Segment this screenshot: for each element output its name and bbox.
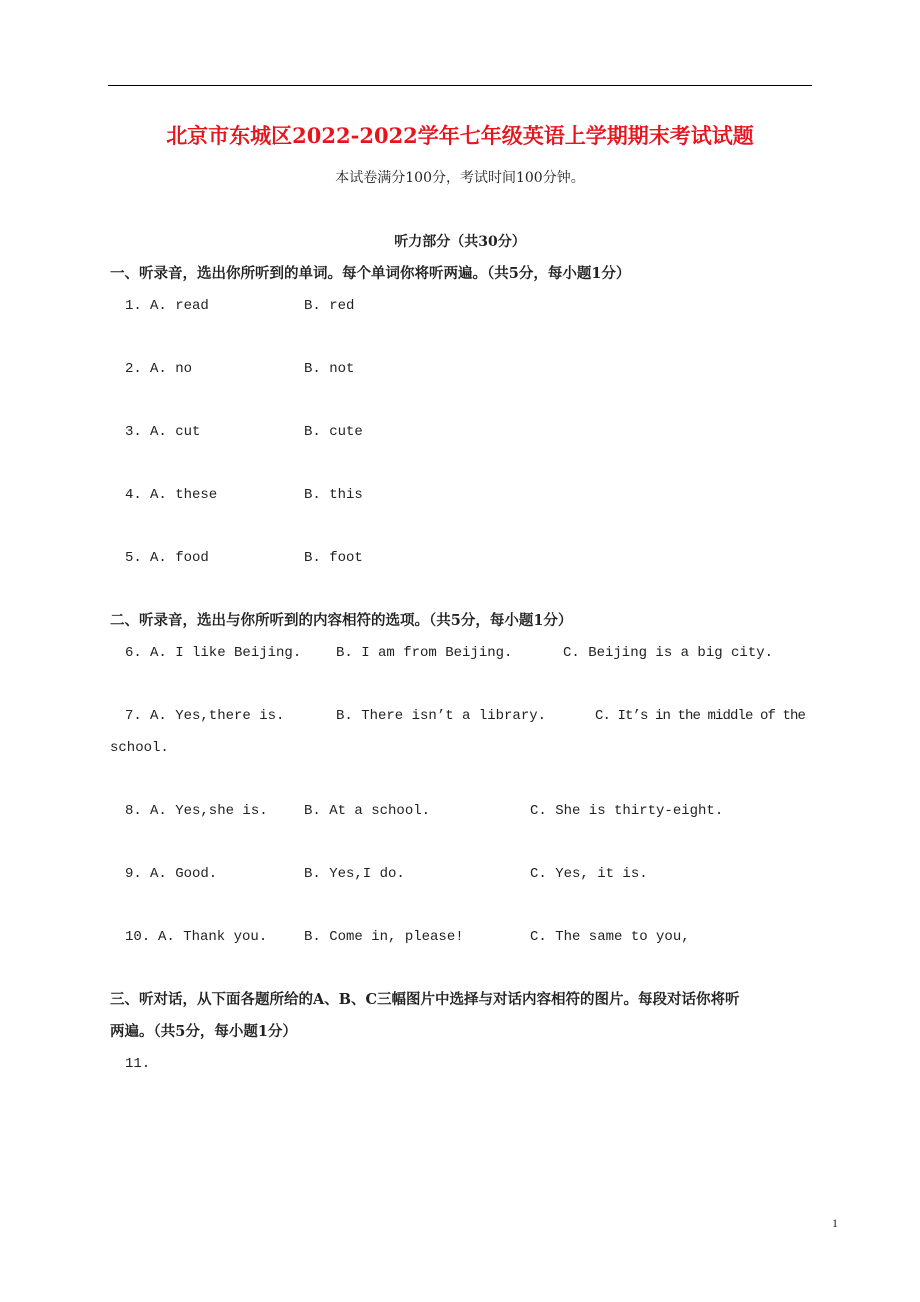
question-number: 3.	[125, 424, 142, 440]
question-number: 6.	[125, 645, 142, 661]
section1-heading: 一、听录音，选出你所听到的单词。每个单词你将听两遍。（共5分，每小题1分）	[110, 265, 631, 282]
question-number: 1.	[125, 298, 142, 314]
option-b: B. red	[304, 298, 355, 314]
question-number: 4.	[125, 487, 142, 503]
question-number: 7.	[125, 708, 142, 724]
option-a: A. Good.	[150, 866, 218, 882]
question-number: 2.	[125, 361, 142, 377]
option-c: C. Beijing is a big city.	[563, 645, 774, 661]
section3-heading-cont: 两遍。（共5分，每小题1分）	[110, 1023, 297, 1040]
header-rule	[108, 85, 812, 86]
option-c: C. It’s in the middle of the	[595, 708, 806, 724]
question-number: 11.	[125, 1056, 151, 1072]
question-number: 8.	[125, 803, 142, 819]
option-b: B. not	[304, 361, 355, 377]
option-b: B. foot	[304, 550, 363, 566]
option-c: C. The same to you,	[530, 929, 690, 945]
option-a: A. Thank you.	[158, 929, 268, 945]
option-b: B. cute	[304, 424, 363, 440]
question-number: 9.	[125, 866, 142, 882]
option-a: A. no	[150, 361, 193, 377]
option-c-continuation: school.	[110, 740, 169, 756]
part-heading: 听力部分（共30分）	[394, 234, 526, 250]
option-b: B. Come in, please!	[304, 929, 464, 945]
option-a: A. cut	[150, 424, 201, 440]
page-number: 1	[832, 1216, 838, 1230]
question-number: 5.	[125, 550, 142, 566]
option-a: A. read	[150, 298, 209, 314]
option-b: B. Yes,I do.	[304, 866, 405, 882]
section2-heading: 二、听录音，选出与你所听到的内容相符的选项。（共5分，每小题1分）	[110, 612, 573, 629]
option-c: C. Yes, it is.	[530, 866, 648, 882]
section3-heading: 三、听对话，从下面各题所给的A、B、C三幅图片中选择与对话内容相符的图片。每段对话你将听	[110, 991, 740, 1008]
option-c: C. She is thirty-eight.	[530, 803, 724, 819]
option-b: B. At a school.	[304, 803, 431, 819]
exam-subtitle: 本试卷满分100分，考试时间100分钟。	[335, 170, 585, 186]
option-a: A. Yes,there is.	[150, 708, 285, 724]
option-b: B. There isn’t a library.	[336, 708, 547, 724]
option-a: A. these	[150, 487, 218, 503]
exam-title: 北京市东城区2022-2022学年七年级英语上学期期末考试试题	[166, 123, 754, 148]
option-b: B. I am from Beijing.	[336, 645, 513, 661]
option-b: B. this	[304, 487, 363, 503]
option-a: A. food	[150, 550, 209, 566]
option-a: A. I like Beijing.	[150, 645, 302, 661]
question-number: 10.	[125, 929, 151, 945]
option-a: A. Yes,she is.	[150, 803, 268, 819]
